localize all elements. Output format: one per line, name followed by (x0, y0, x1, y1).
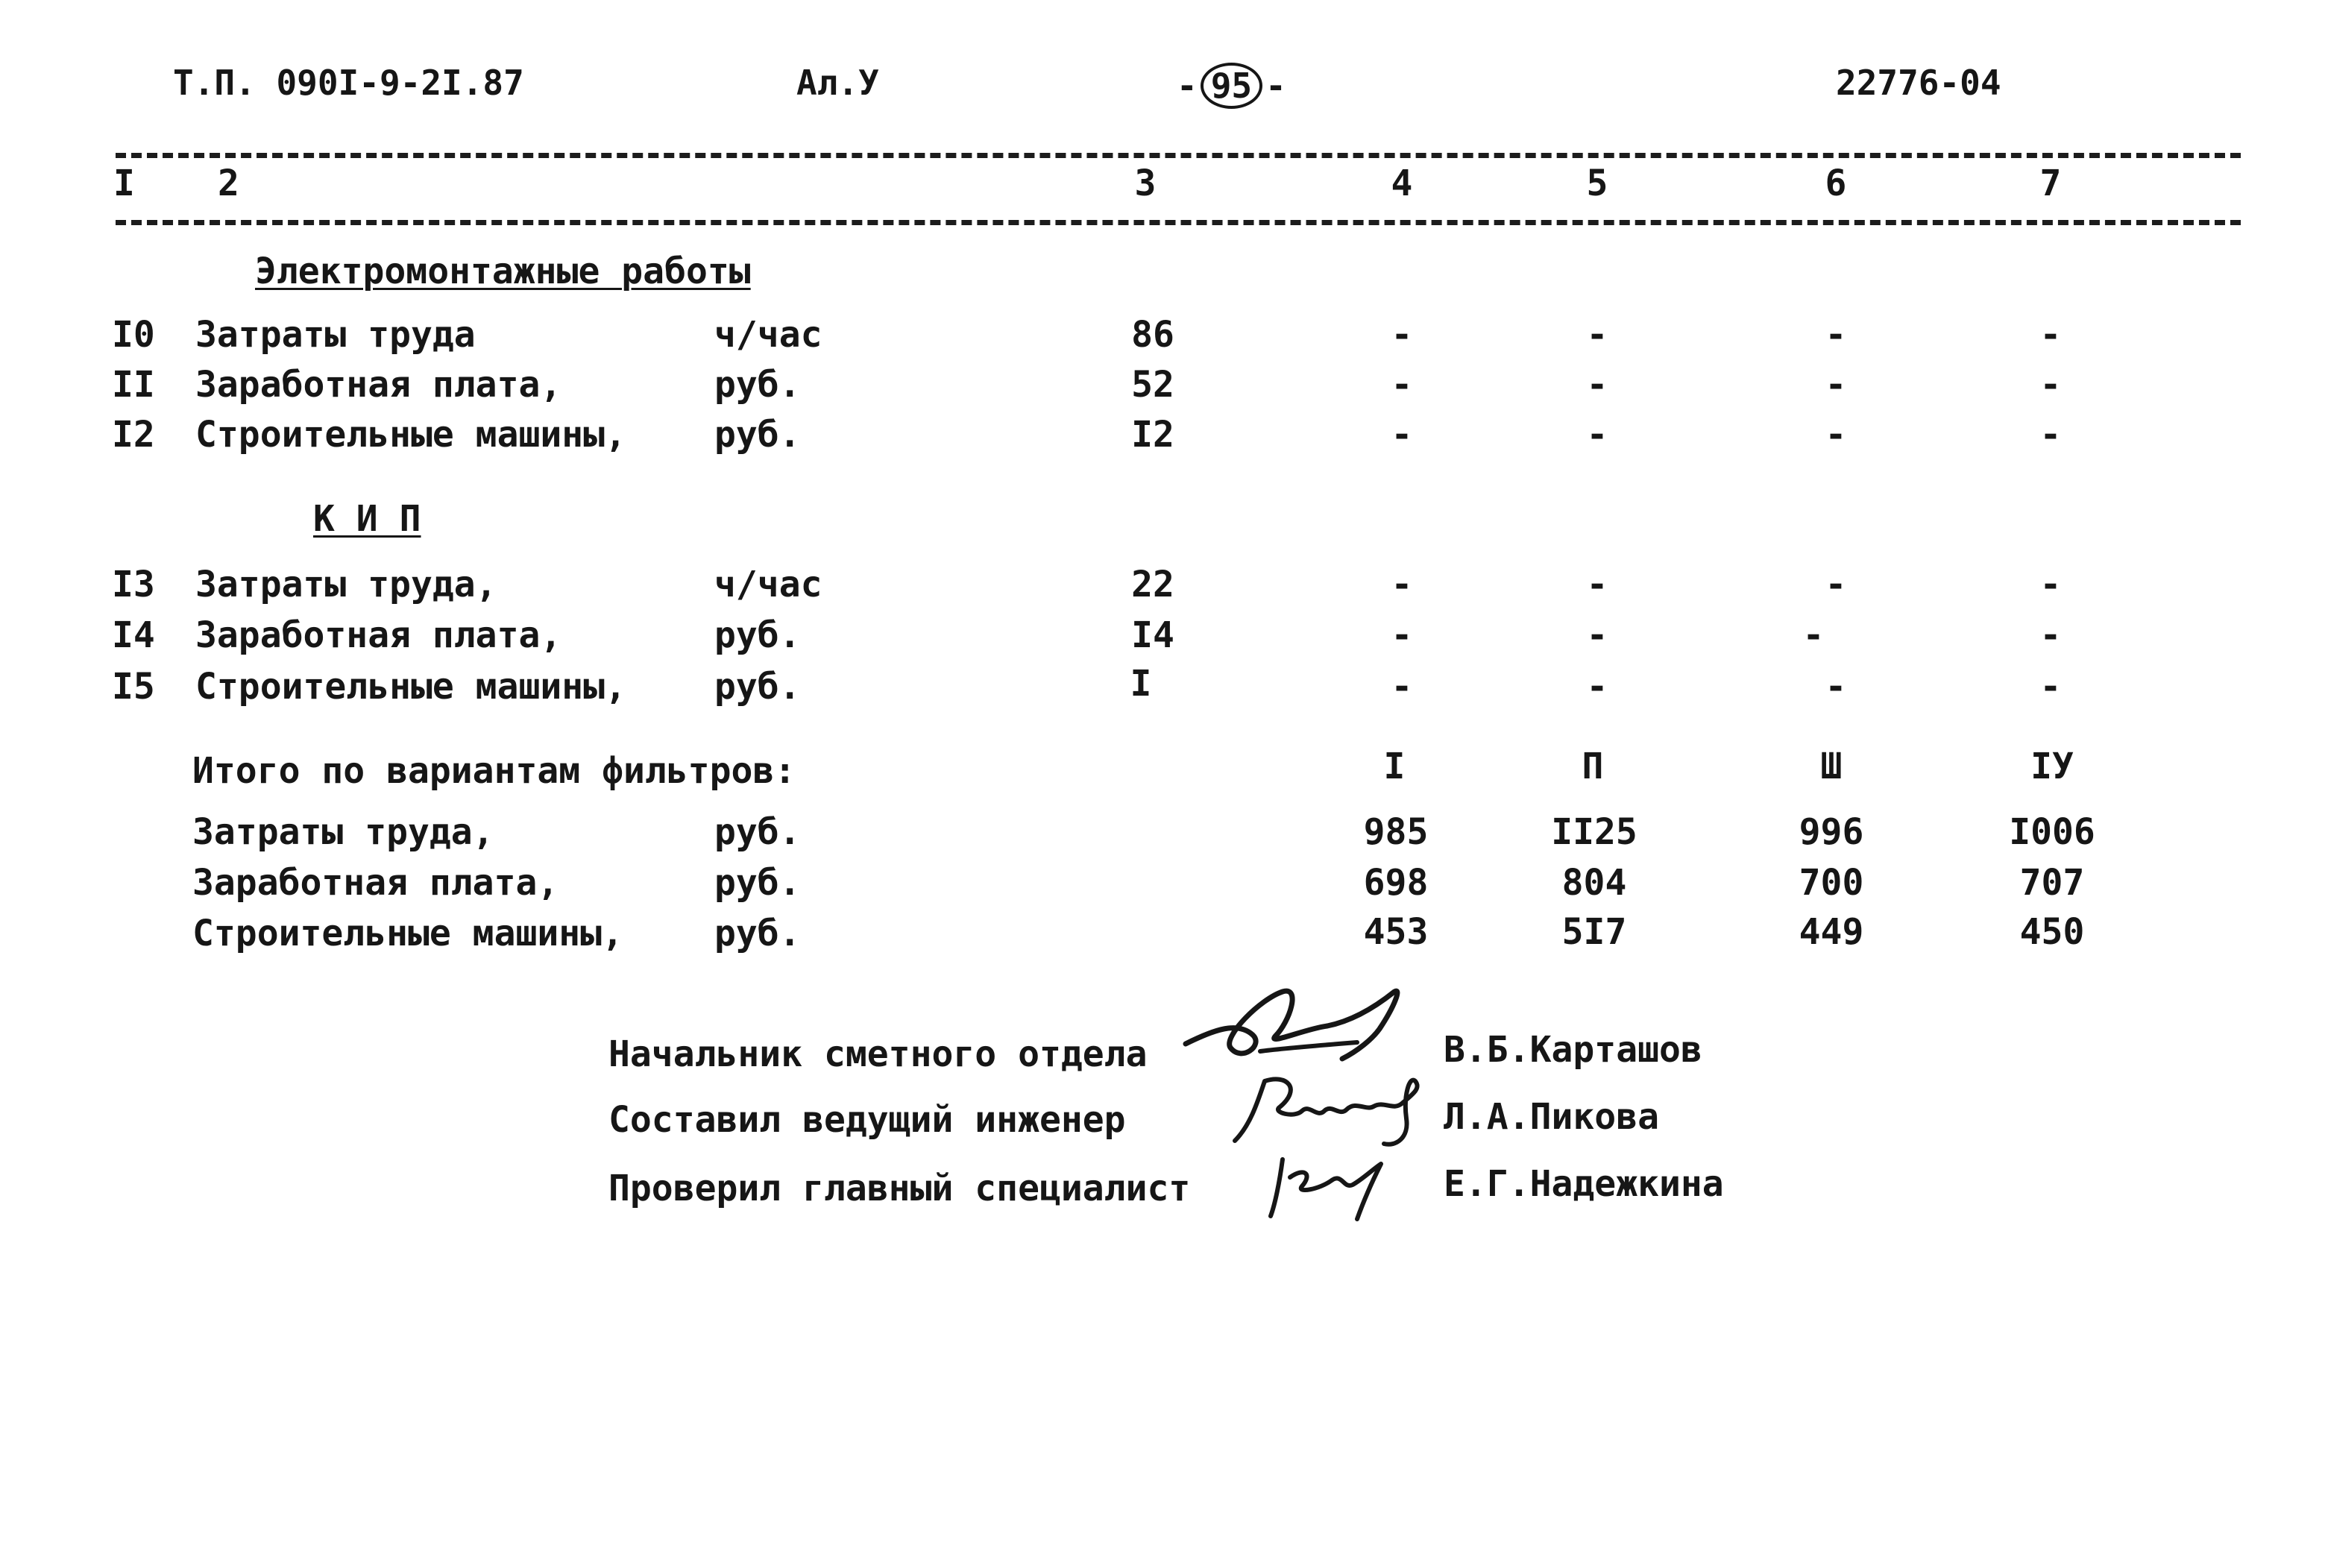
variant-1: I (1383, 746, 1406, 787)
totals-value-3: 449 (1799, 911, 1864, 953)
page-number-block (1177, 63, 1286, 109)
variant-2: П (1582, 746, 1604, 787)
page-dash-right: - (1265, 66, 1286, 106)
signature-role: Составил ведущий инженер (608, 1099, 1126, 1141)
row-number: I4 (112, 614, 155, 656)
row-col7: - (2039, 614, 2062, 656)
totals-title: Итого по вариантам фильтров: (192, 750, 796, 792)
column-header-4: 4 (1391, 163, 1413, 204)
row-unit: руб. (714, 414, 801, 456)
row-col6: - (1825, 414, 1847, 456)
totals-value-1: 985 (1363, 811, 1429, 853)
row-unit: руб. (714, 364, 801, 406)
row-col5: - (1586, 314, 1608, 356)
totals-value-4: I006 (2009, 811, 2095, 853)
row-col5: - (1586, 564, 1608, 605)
row-col6: - (1802, 614, 1825, 656)
row-col3: I (1130, 663, 1152, 705)
totals-value-2: 804 (1561, 862, 1627, 904)
row-col3: 22 (1131, 564, 1174, 605)
row-col4: - (1391, 564, 1413, 605)
handwritten-signature-2 (1220, 1066, 1451, 1156)
row-col4: - (1391, 414, 1413, 456)
row-number: II (112, 364, 155, 406)
signature-person: Л.А.Пикова (1444, 1096, 1659, 1138)
row-name: Заработная плата, (195, 614, 562, 656)
row-name: Затраты труда, (195, 564, 497, 605)
row-col5: - (1586, 614, 1608, 656)
section-title-electro: Электромонтажные работы (255, 251, 751, 292)
variant-3: Ш (1820, 746, 1843, 787)
signature-person: Е.Г.Надежкина (1444, 1163, 1724, 1205)
row-col7: - (2039, 564, 2062, 605)
totals-value-4: 450 (2019, 911, 2085, 953)
row-unit: ч/час (714, 564, 822, 605)
variant-4: IУ (2030, 746, 2074, 787)
row-number: I5 (112, 666, 155, 708)
row-col4: - (1391, 666, 1413, 708)
row-col5: - (1586, 414, 1608, 456)
row-unit: руб. (714, 614, 801, 656)
handwritten-signature-3 (1260, 1144, 1394, 1227)
signature-role: Начальник сметного отдела (608, 1033, 1148, 1075)
row-number: I3 (112, 564, 155, 605)
row-name: Заработная плата, (195, 364, 562, 406)
row-col3: 52 (1131, 364, 1174, 406)
table-header-rule (116, 220, 2241, 225)
column-header-1: I (113, 163, 135, 204)
row-col5: - (1586, 364, 1608, 406)
row-col7: - (2039, 666, 2062, 708)
totals-value-1: 453 (1363, 911, 1429, 953)
row-col3: 86 (1131, 314, 1174, 356)
row-col4: - (1391, 364, 1413, 406)
row-col7: - (2039, 364, 2062, 406)
row-col7: - (2039, 314, 2062, 356)
row-col6: - (1825, 314, 1847, 356)
totals-row-unit: руб. (714, 811, 801, 853)
row-col5: - (1586, 666, 1608, 708)
totals-value-3: 700 (1799, 862, 1864, 904)
signature-person: В.Б.Карташов (1444, 1029, 1702, 1071)
totals-value-2: 5I7 (1561, 911, 1627, 953)
row-col6: - (1825, 364, 1847, 406)
totals-row-unit: руб. (714, 862, 801, 904)
inventory-number: 22776-04 (1836, 63, 2001, 103)
row-number: I0 (112, 314, 155, 356)
column-header-3: 3 (1134, 163, 1157, 204)
row-col4: - (1391, 314, 1413, 356)
totals-row-unit: руб. (714, 913, 801, 954)
album-label: Ал.У (796, 63, 879, 103)
totals-row-name: Заработная плата, (192, 862, 559, 904)
column-header-6: 6 (1825, 163, 1847, 204)
row-unit: ч/час (714, 314, 822, 356)
row-number: I2 (112, 414, 155, 456)
column-header-2: 2 (218, 163, 239, 204)
section-title-kip: К И П (313, 498, 421, 540)
row-col6: - (1825, 564, 1847, 605)
table-top-rule (116, 153, 2241, 158)
totals-row-name: Строительные машины, (192, 913, 623, 954)
row-name: Строительные машины, (195, 666, 626, 708)
row-col6: - (1825, 666, 1847, 708)
row-col7: - (2039, 414, 2062, 456)
totals-value-3: 996 (1799, 811, 1864, 853)
row-name: Строительные машины, (195, 414, 626, 456)
project-code: Т.П. 090I-9-2I.87 (173, 63, 524, 103)
column-header-5: 5 (1586, 163, 1608, 204)
totals-row-name: Затраты труда, (192, 811, 494, 853)
row-col3: I4 (1131, 614, 1174, 656)
totals-value-1: 698 (1363, 862, 1429, 904)
row-name: Затраты труда (195, 314, 476, 356)
handwritten-signature-1 (1171, 977, 1424, 1081)
page-number: 95 (1201, 63, 1262, 109)
row-col4: - (1391, 614, 1413, 656)
page-dash-left: - (1177, 66, 1198, 106)
column-header-7: 7 (2039, 163, 2062, 204)
row-col3: I2 (1131, 414, 1174, 456)
row-unit: руб. (714, 666, 801, 708)
totals-value-4: 707 (2019, 862, 2085, 904)
signature-role: Проверил главный специалист (608, 1168, 1191, 1209)
totals-value-2: II25 (1551, 811, 1637, 853)
